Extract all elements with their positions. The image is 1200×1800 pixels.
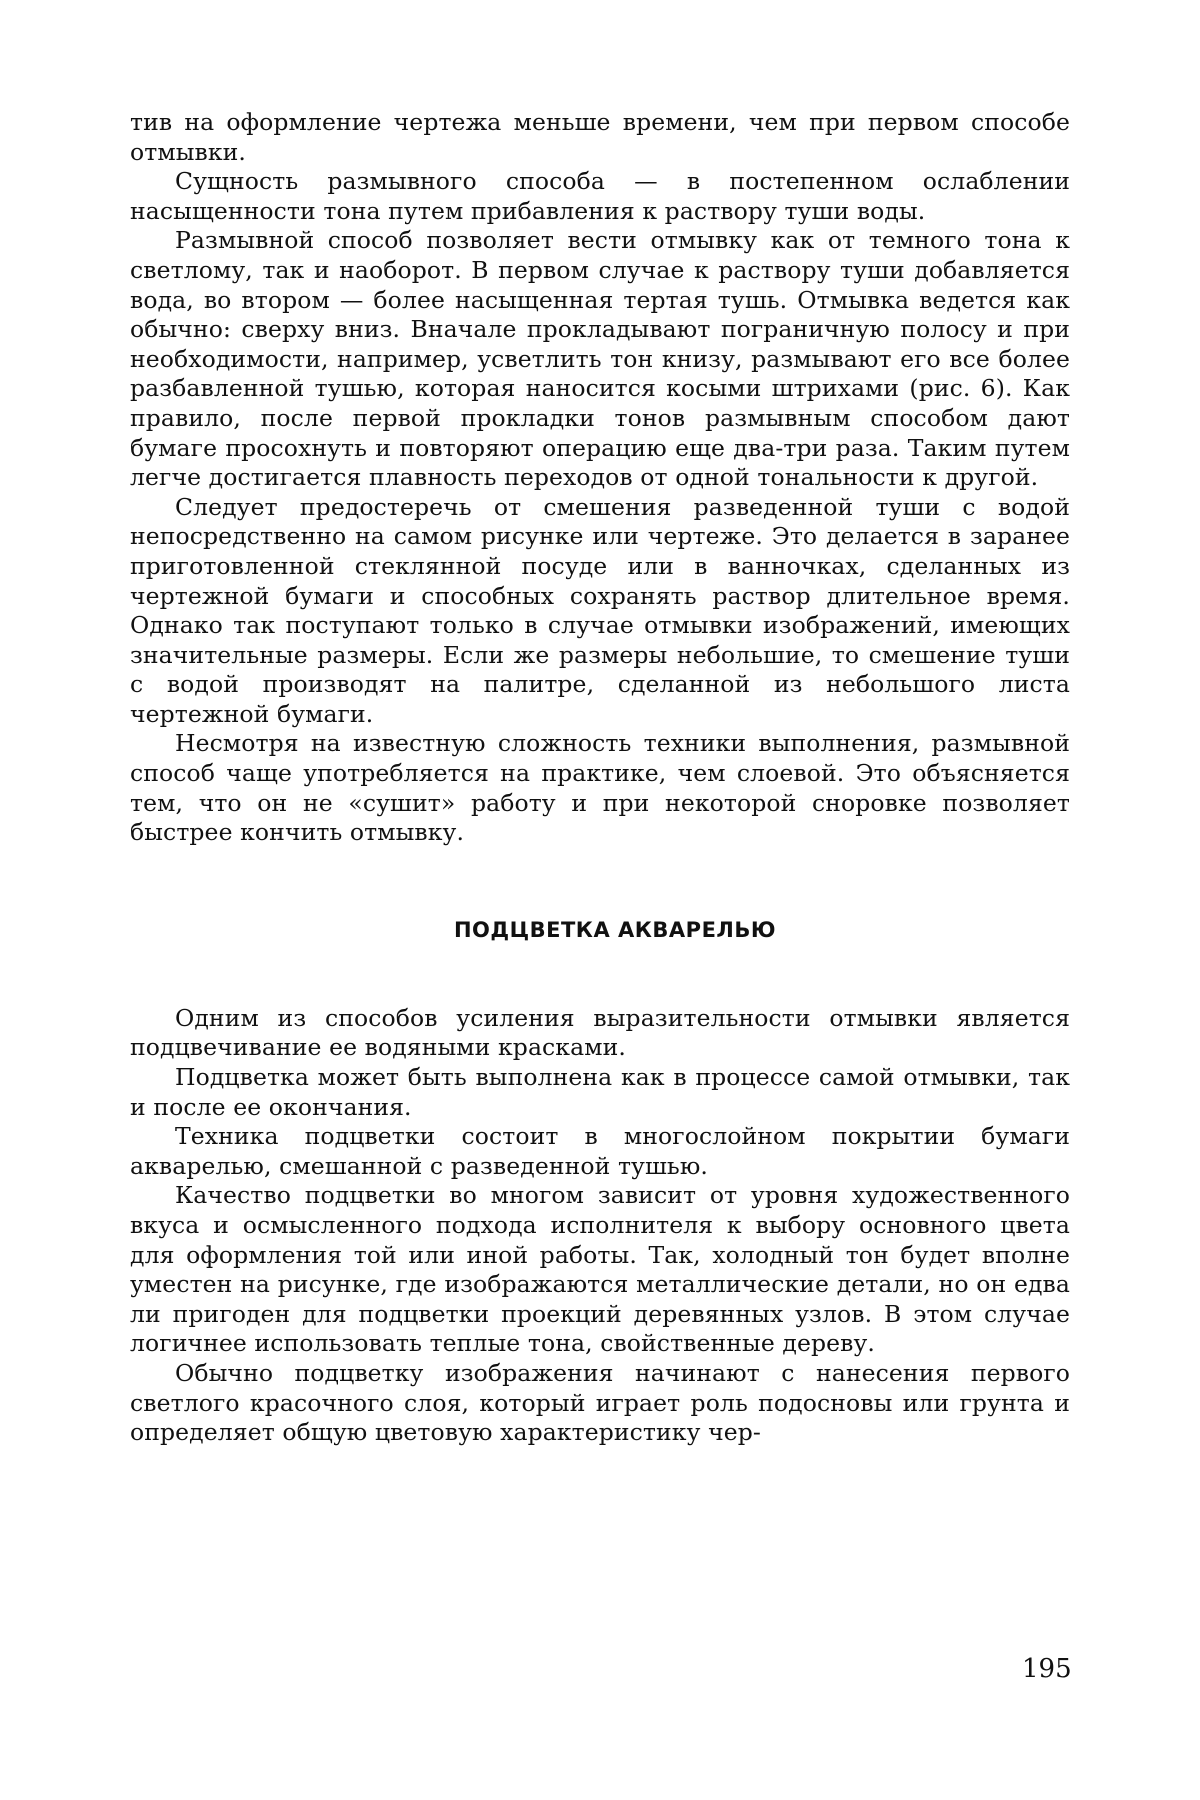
section-after [130, 1004, 1070, 1448]
page-body [130, 108, 1070, 1448]
paragraph: Качество подцветки во многом зависит от уровня художественного вкуса и осмысленного подхода исполнителя к выбору основного цвета для оформления той или иной работы. Так, холодный тон будет вполне уместен на рисунке, где изображаются металлические детали, но он едва ли пригоден для подцветки проекций деревянных узлов. В этом случае логичнее использовать теплые тона, свойственные дереву. [130, 1181, 1070, 1358]
paragraph: тив на оформление чертежа меньше времени, чем при первом способе отмывки. [130, 108, 1070, 166]
paragraph: Сущность размывного способа — в постепенном ослаблении насыщенности тона путем прибавления к раствору туши воды. [130, 167, 1070, 225]
page-number: 195 [1022, 1654, 1072, 1684]
paragraph: Подцветка может быть выполнена как в процессе самой отмывки, так и после ее окончания. [130, 1063, 1070, 1121]
spacer [130, 942, 1070, 1004]
paragraph: Техника подцветки состоит в многослойном покрытии бумаги акварелью, смешанной с разведенной тушью. [130, 1122, 1070, 1180]
section-before [130, 108, 1070, 848]
paragraph: Следует предостеречь от смешения разведенной туши с водой непосредственно на самом рисунке или чертеже. Это делается в заранее приготовленной стеклянной посуде или в ванночках, сделанных из чертежной бумаги и способных сохранять раствор длительное время. Однако так поступают только в случае отмывки изображений, имеющих значительные размеры. Если же размеры небольшие, то смешение туши с водой производят на палитре, сделанной из небольшого листа чертежной бумаги. [130, 492, 1070, 728]
paragraph: Размывной способ позволяет вести отмывку как от темного тона к светлому, так и наоборот. В первом случае к раствору туши добавляется вода, во втором — более насыщенная тертая тушь. Отмывка ведется как обычно: сверху вниз. Вначале прокладывают пограничную полосу и при необходимости, например, усветлить тон книзу, размывают его все более разбавленной тушью, которая наносится косыми штрихами (рис. 6). Как правило, после первой прокладки тонов размывным способом дают бумаге просохнуть и повторяют операцию еще два-три раза. Таким путем легче достигается плавность переходов от одной тональности к другой. [130, 226, 1070, 492]
section-heading: ПОДЦВЕТКА АКВАРЕЛЬЮ [453, 917, 777, 942]
paragraph: Несмотря на известную сложность техники выполнения, размывной способ чаще употребляется на практике, чем слоевой. Это объясняется тем, что он не «сушит» работу и при некоторой сноровке позволяет быстрее кончить отмывку. [130, 729, 1070, 847]
paragraph: Одним из способов усиления выразительности отмывки является подцвечивание ее водяными красками. [130, 1003, 1070, 1062]
spacer [130, 848, 1070, 918]
paragraph: Обычно подцветку изображения начинают с нанесения первого светлого красочного слоя, который играет роль подосновы или грунта и определяет общую цветовую характеристику чер- [130, 1358, 1070, 1447]
